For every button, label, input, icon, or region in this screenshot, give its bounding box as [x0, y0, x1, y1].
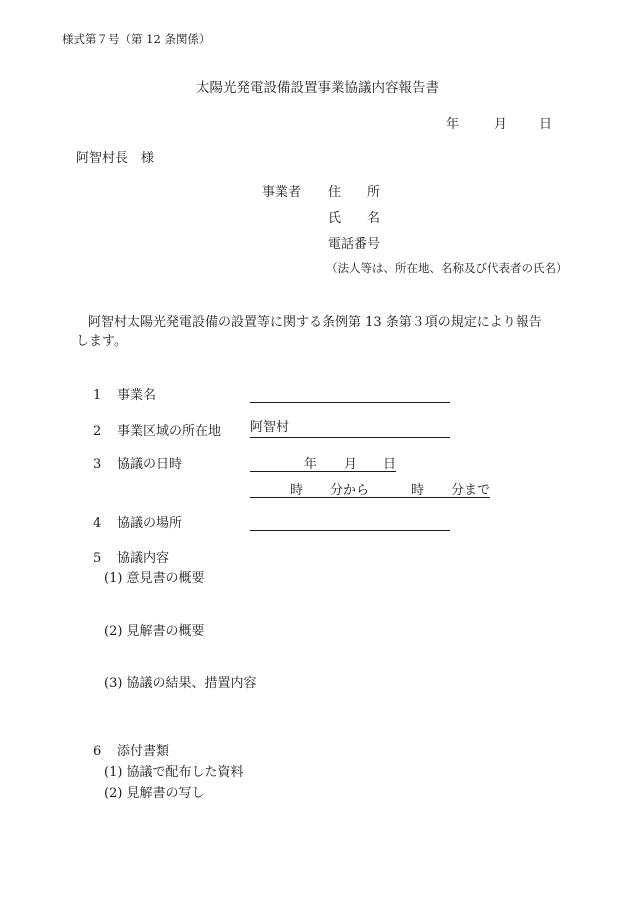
consultation-date-year: 年 — [304, 457, 318, 472]
item4-label: 協議の場所 — [117, 516, 183, 531]
item6-label: 添付書類 — [117, 744, 170, 759]
applicant-note: （法人等は、所在地、名称及び代表者の氏名） — [326, 261, 568, 275]
body-text-line2: します。 — [76, 334, 127, 349]
item5-number: 5 — [93, 551, 102, 566]
item6-sub2: (2) 見解書の写し — [104, 786, 205, 801]
project-name-field[interactable] — [250, 386, 450, 403]
project-location-field[interactable] — [250, 421, 450, 438]
project-location-value: 阿智村 — [250, 420, 290, 435]
item5-sub1: (1) 意見書の概要 — [104, 571, 205, 586]
consultation-date-field[interactable] — [250, 455, 396, 472]
consultation-time-min-to: 分まで — [451, 483, 491, 498]
date-month-label: 月 — [494, 117, 508, 132]
phone-label: 電話番号 — [328, 237, 381, 252]
consultation-time-min-from: 分から — [330, 483, 370, 498]
date-day-label: 日 — [539, 117, 553, 132]
document-title: 太陽光発電設備設置事業協議内容報告書 — [196, 80, 439, 96]
item5-label: 協議内容 — [117, 551, 170, 566]
consultation-time-hour-to: 時 — [411, 483, 425, 498]
address-label: 住 所 — [328, 185, 381, 200]
body-text-line1: 阿智村太陽光発電設備の設置等に関する条例第 13 条第３項の規定により報告 — [88, 315, 542, 330]
item6-sub1: (1) 協議で配布した資料 — [104, 765, 244, 780]
date-year-label: 年 — [446, 117, 460, 132]
item5-sub3: (3) 協議の結果、措置内容 — [104, 676, 257, 691]
item4-number: 4 — [93, 516, 102, 531]
consultation-time-hour-from: 時 — [290, 483, 304, 498]
item3-label: 協議の日時 — [117, 457, 183, 472]
item2-number: 2 — [93, 424, 102, 439]
consultation-place-field[interactable] — [250, 514, 450, 531]
item1-number: 1 — [93, 388, 102, 403]
applicant-label: 事業者 — [262, 185, 302, 200]
consultation-date-month: 月 — [344, 457, 358, 472]
item2-label: 事業区域の所在地 — [117, 424, 222, 439]
consultation-date-day: 日 — [383, 457, 397, 472]
form-number: 様式第７号（第 12 条関係） — [62, 32, 211, 46]
name-label: 氏 名 — [328, 211, 381, 226]
addressee: 阿智村長 様 — [76, 151, 155, 166]
item1-label: 事業名 — [117, 388, 157, 403]
item6-number: 6 — [93, 744, 102, 759]
item5-sub2: (2) 見解書の概要 — [104, 624, 205, 639]
item3-number: 3 — [93, 457, 102, 472]
